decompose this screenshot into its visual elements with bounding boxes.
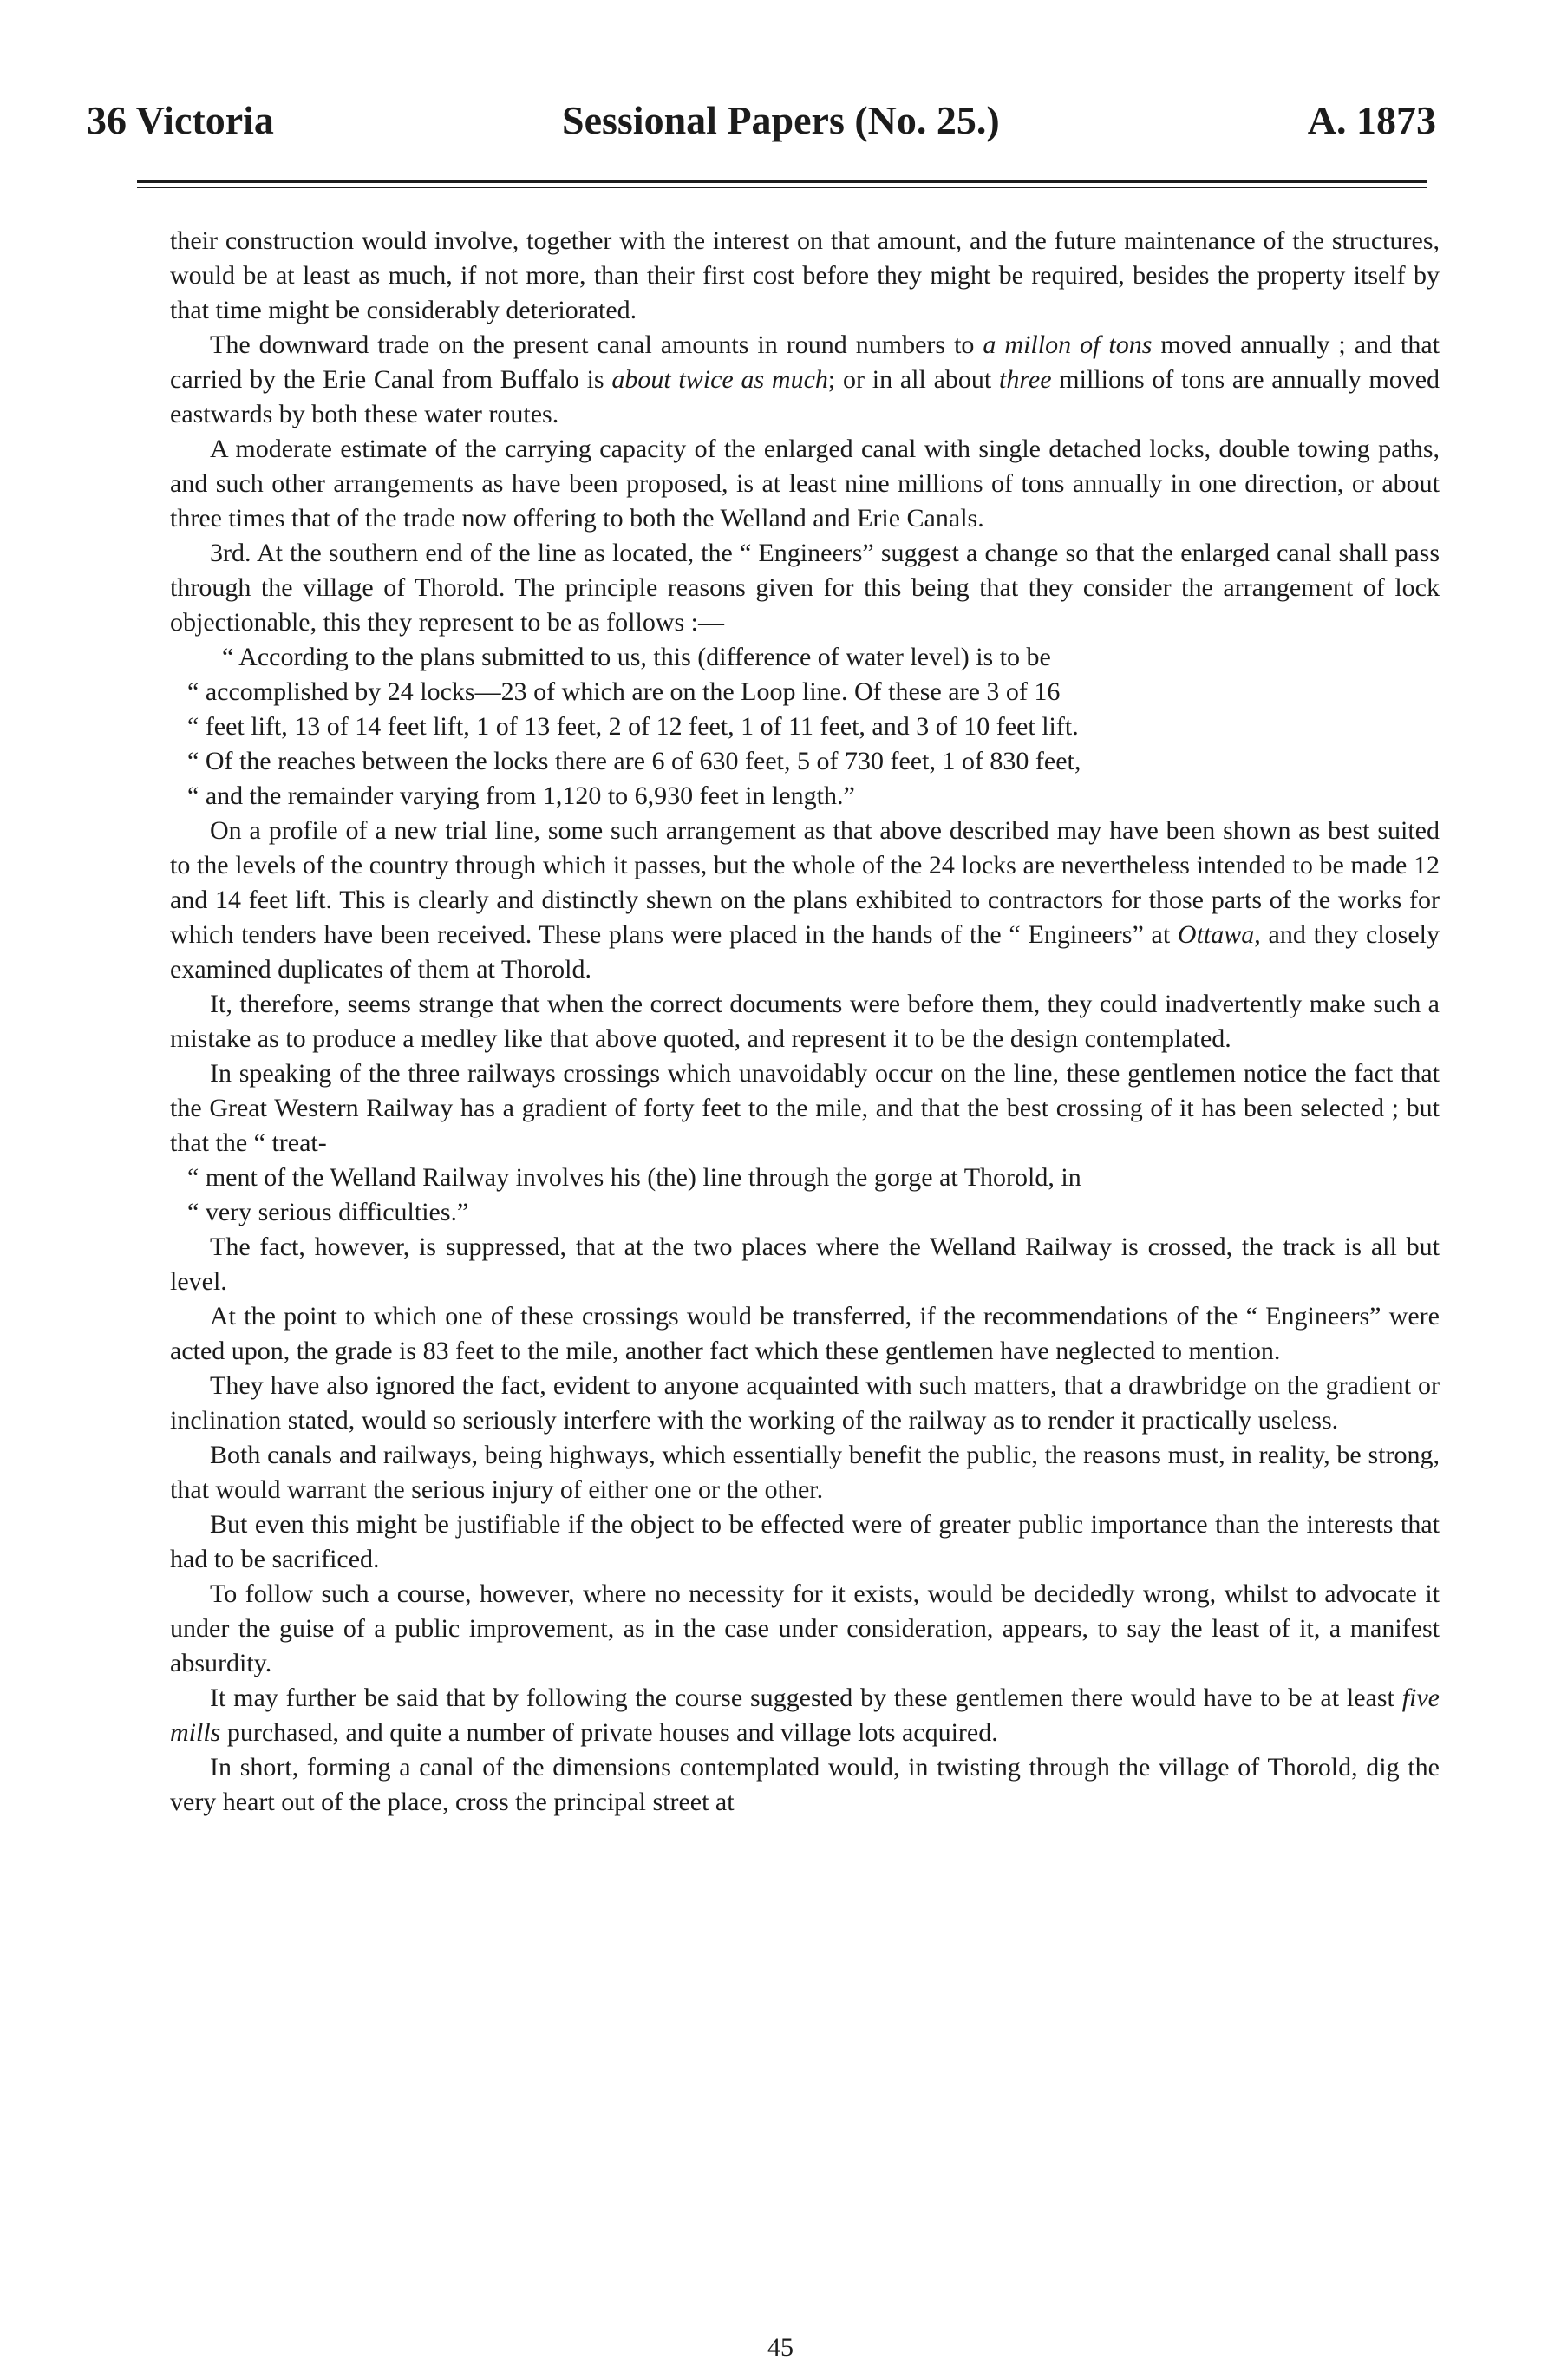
paragraph: It may further be said that by following the course suggested by these gentlemen there would have to be at least five mills purchased, and quite a number of private houses and village lots acquired. bbox=[170, 1684, 1440, 1747]
paragraph: In speaking of the three railways crossings which unavoidably occur on the line, these gentlemen notice the fact that the Great Western Railway has a gradient of forty feet to the mile, and that the best crossing of it has been selected ; but that the “ treat- bbox=[170, 1059, 1440, 1157]
header-rule-thin bbox=[137, 187, 1427, 188]
paragraph: On a profile of a new trial line, some such arrangement as that above described may have been shown as best suited to the levels of the country through which it passes, but the whole of the 24 locks are nevertheless intended to be made 12 and 14 feet lift. This is clearly and distinctly shewn on the plans exhibited to contractors for those parts of the works for which tenders have been received. These plans were placed in the hands of the “ Engineers” at Ottawa, and they closely examined duplicates of them at Thorold. bbox=[170, 816, 1440, 984]
body-text bbox=[170, 224, 1440, 1820]
paragraph: A moderate estimate of the carrying capacity of the enlarged canal with single detached locks, double towing paths, and such other arrangements as have been proposed, is at least nine millions of tons annually in one direction, or about three times that of the trade now offering to both the Welland and Erie Canals. bbox=[170, 435, 1440, 533]
paragraph: At the point to which one of these crossings would be transferred, if the recommendations of the “ Engineers” were acted upon, the grade is 83 feet to the mile, another fact which these gentlemen have neglected to mention. bbox=[170, 1302, 1440, 1365]
paragraph: But even this might be justifiable if the object to be effected were of greater public importance than the interests that had to be sacrificed. bbox=[170, 1510, 1440, 1573]
quoted-line: “ and the remainder varying from 1,120 to 6,930 feet in length.” bbox=[187, 781, 855, 810]
quoted-line: “ very serious difficulties.” bbox=[187, 1198, 469, 1226]
paragraph: their construction would involve, together with the interest on that amount, and the future maintenance of the structures, would be at least as much, if not more, than their first cost before they might be required, besides the property itself by that time might be considerably deteriorated. bbox=[170, 226, 1440, 324]
paragraph: It, therefore, seems strange that when the correct documents were before them, they could inadvertently make such a mistake as to produce a medley like that above quoted, and represent it to be the design contemplated. bbox=[170, 990, 1440, 1053]
paragraph: 3rd. At the southern end of the line as located, the “ Engineers” suggest a change so that the enlarged canal shall pass through the village of Thorold. The principle reasons given for this being that they consider the arrangement of lock objectionable, this they represent to be as follows :— bbox=[170, 539, 1440, 637]
quoted-line: “ feet lift, 13 of 14 feet lift, 1 of 13 feet, 2 of 12 feet, 1 of 11 feet, and 3 of 10 feet lift. bbox=[187, 712, 1079, 741]
quoted-line: “ accomplished by 24 locks—23 of which are on the Loop line. Of these are 3 of 16 bbox=[187, 677, 1061, 706]
header-year: A. 1873 bbox=[1307, 98, 1436, 142]
header-rule-thick bbox=[137, 180, 1427, 183]
running-header bbox=[87, 97, 1436, 158]
header-session: 36 Victoria bbox=[87, 98, 274, 142]
quoted-line: “ ment of the Welland Railway involves his (the) line through the gorge at Thorold, in bbox=[187, 1163, 1081, 1192]
paragraph: To follow such a course, however, where no necessity for it exists, would be decidedly wrong, whilst to advocate it under the guise of a public improvement, as in the case under consideration, appears, to say the least of it, a manifest absurdity. bbox=[170, 1579, 1440, 1677]
paragraph: The fact, however, is suppressed, that at the two places where the Welland Railway is crossed, the track is all but level. bbox=[170, 1232, 1440, 1296]
paragraph: The downward trade on the present canal amounts in round numbers to a millon of tons moved annually ; and that carried by the Erie Canal from Buffalo is about twice as much; or in all about three millions of tons are annually moved eastwards by both these water routes. bbox=[170, 330, 1440, 428]
header-publication: Sessional Papers (No. 25.) bbox=[562, 98, 1000, 142]
quoted-line: “ Of the reaches between the locks there are 6 of 630 feet, 5 of 730 feet, 1 of 830 feet, bbox=[187, 747, 1081, 775]
paragraph: In short, forming a canal of the dimensions contemplated would, in twisting through the village of Thorold, dig the very heart out of the place, cross the principal street at bbox=[170, 1753, 1440, 1816]
paragraph: Both canals and railways, being highways, which essentially benefit the public, the reasons must, in reality, be strong, that would warrant the serious injury of either one or the other. bbox=[170, 1441, 1440, 1504]
page-number: 45 bbox=[767, 2333, 794, 2362]
quoted-line: “ According to the plans submitted to us, this (difference of water level) is to be bbox=[222, 643, 1051, 671]
paragraph: They have also ignored the fact, evident to anyone acquainted with such matters, that a drawbridge on the gradient or inclination stated, would so seriously interfere with the working of the railway as to render it practically useless. bbox=[170, 1371, 1440, 1435]
